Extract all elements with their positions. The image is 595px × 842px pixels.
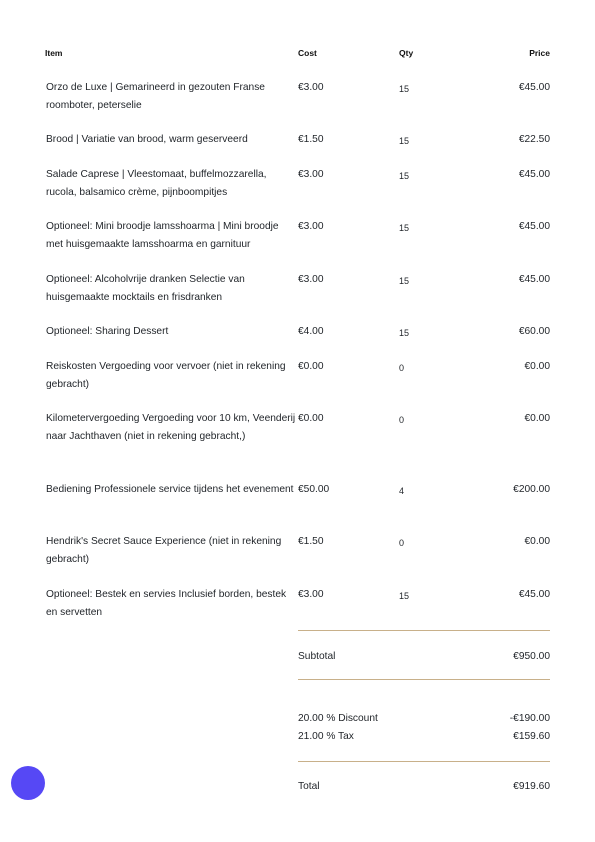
- row-price: €22.50: [518, 134, 550, 145]
- row-cost: €3.00: [298, 274, 324, 285]
- row-item: Salade Caprese | Vleestomaat, buffelmozzarella, rucola, balsamico crème, pijnboompitjes: [46, 169, 267, 198]
- row-qty: 15: [399, 328, 410, 338]
- row-item: Orzo de Luxe | Gemarineerd in gezouten Franse roomboter, peterselie: [46, 82, 265, 111]
- header-item: Item: [45, 48, 63, 58]
- row-qty: 0: [399, 363, 405, 373]
- row-item: Brood | Variatie van brood, warm geserveerd: [46, 134, 248, 145]
- row-price: €45.00: [518, 589, 550, 600]
- header-qty: Qty: [399, 48, 414, 58]
- row-cost: €1.50: [298, 134, 324, 145]
- row-price: €0.00: [524, 361, 550, 372]
- row-item: Optioneel: Alcoholvrije dranken Selectie van huisgemaakte mocktails en frisdranken: [46, 274, 245, 303]
- subtotal-label: Subtotal: [298, 651, 336, 662]
- row-item: Hendrik's Secret Sauce Experience (niet in rekening gebracht): [46, 536, 282, 565]
- row-price: €45.00: [518, 82, 550, 93]
- row-item: Reiskosten Vergoeding voor vervoer (niet in rekening gebracht): [46, 361, 286, 390]
- row-cost: €3.00: [298, 221, 324, 232]
- row-cost: €0.00: [298, 413, 324, 424]
- row-qty: 15: [399, 136, 410, 146]
- row-qty: 0: [399, 415, 405, 425]
- total-label: Total: [298, 781, 320, 792]
- tax-value: €159.60: [513, 731, 550, 742]
- summary-divider: [298, 679, 550, 680]
- row-cost: €4.00: [298, 326, 324, 337]
- row-qty: 0: [399, 538, 405, 548]
- row-qty: 15: [399, 84, 410, 94]
- summary-divider: [298, 630, 550, 631]
- row-qty: 15: [399, 276, 410, 286]
- subtotal-value: €950.00: [513, 651, 550, 662]
- tax-label: 21.00 % Tax: [298, 731, 354, 742]
- row-cost: €3.00: [298, 169, 324, 180]
- row-cost: €3.00: [298, 82, 324, 93]
- row-cost: €0.00: [298, 361, 324, 372]
- row-item: Optioneel: Sharing Dessert: [46, 326, 169, 337]
- row-qty: 4: [399, 486, 405, 496]
- header-cost: Cost: [298, 48, 317, 58]
- row-price: €45.00: [518, 274, 550, 285]
- row-price: €45.00: [518, 169, 550, 180]
- row-cost: €50.00: [298, 484, 330, 495]
- row-item: Optioneel: Mini broodje lamsshoarma | Mini broodje met huisgemaakte lamsshoarma en garnituur: [46, 221, 279, 250]
- discount-label: 20.00 % Discount: [298, 713, 378, 724]
- row-price: €200.00: [513, 484, 550, 495]
- summary-divider: [298, 761, 550, 762]
- row-price: €45.00: [518, 221, 550, 232]
- header-price: Price: [529, 48, 550, 58]
- row-qty: 15: [399, 171, 410, 181]
- row-price: €60.00: [518, 326, 550, 337]
- row-item: Optioneel: Bestek en servies Inclusief borden, bestek en servetten: [46, 589, 287, 618]
- total-value: €919.60: [513, 781, 550, 792]
- row-price: €0.00: [524, 536, 550, 547]
- row-price: €0.00: [524, 413, 550, 424]
- row-cost: €1.50: [298, 536, 324, 547]
- table-header: [0, 48, 595, 62]
- row-item: Kilometervergoeding Vergoeding voor 10 km, Veenderij naar Jachthaven (niet in rekening gebracht,): [46, 413, 296, 442]
- row-cost: €3.00: [298, 589, 324, 600]
- discount-value: -€190.00: [509, 713, 550, 724]
- row-qty: 15: [399, 223, 410, 233]
- chat-bubble-icon[interactable]: [11, 766, 45, 800]
- row-qty: 15: [399, 591, 410, 601]
- row-item: Bediening Professionele service tijdens het evenement: [46, 484, 294, 495]
